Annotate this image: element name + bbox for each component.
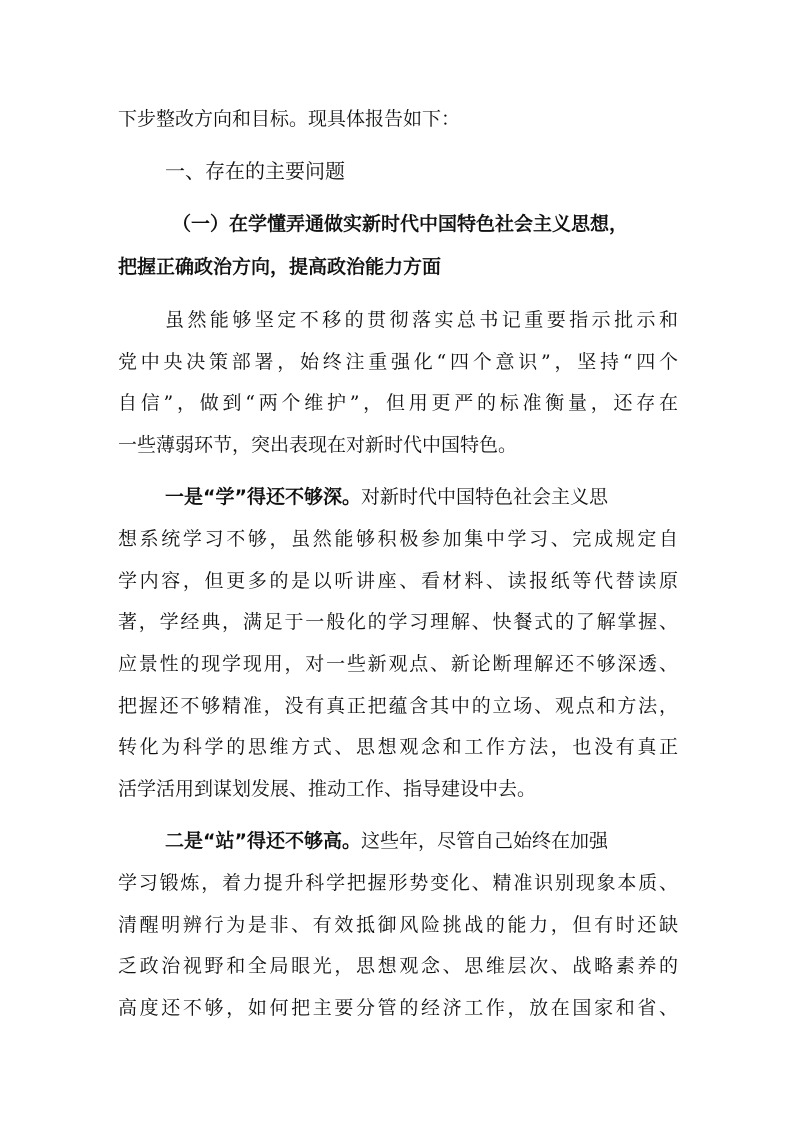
subsection-heading-line-2: 把握正确政治方向，提高政治能力方面 xyxy=(118,256,442,278)
paragraph-line: 学习锻炼，着力提升科学把握形势变化、精准识别现象本质、 xyxy=(118,872,678,894)
paragraph-line: 清醒明辨行为是非、有效抵御风险挑战的能力，但有时还缺 xyxy=(118,914,678,936)
intro-line: 下步整改方向和目标。现具体报告如下： xyxy=(118,108,461,130)
section-heading: 一、存在的主要问题 xyxy=(165,159,345,183)
paragraph-line: 著，学经典，满足于一般化的学习理解、快餐式的了解掌握、 xyxy=(118,611,678,633)
paragraph-line: 一些薄弱环节，突出表现在对新时代中国特色。 xyxy=(118,434,518,456)
paragraph-line: 活学活用到谋划发展、推动工作、指导建设中去。 xyxy=(118,778,537,800)
paragraph-line: 把握还不够精准，没有真正把蕴含其中的立场、观点和方法， xyxy=(118,695,678,717)
paragraph-text: 对新时代中国特色社会主义思 xyxy=(360,486,608,508)
paragraph-line: 转化为科学的思维方式、思想观念和工作方法，也没有真正 xyxy=(118,736,678,758)
paragraph-line: 乏政治视野和全局眼光，思想观念、思维层次、战略素养的 xyxy=(118,955,678,977)
paragraph-line: 虽然能够坚定不移的贯彻落实总书记重要指示批示和 xyxy=(165,309,678,331)
paragraph-line: 党中央决策部署，始终注重强化“四个意识”，坚持“四个 xyxy=(118,351,678,373)
paragraph-line: 自信”，做到“两个维护”，但用更严的标准衡量，还存在 xyxy=(118,392,678,414)
paragraph-lead: 一是“学”得还不够深。 xyxy=(165,486,361,508)
paragraph-line xyxy=(165,484,678,510)
paragraph-line: 应景性的现学现用，对一些新观点、新论断理解还不够深透、 xyxy=(118,653,678,675)
paragraph-line xyxy=(165,828,678,854)
paragraph-line: 高度还不够，如何把主要分管的经济工作，放在国家和省、 xyxy=(118,997,678,1019)
paragraph-line: 学内容，但更多的是以听讲座、看材料、读报纸等代替读原 xyxy=(118,570,678,592)
paragraph-line: 想系统学习不够，虽然能够积极参加集中学习、完成规定自 xyxy=(118,528,678,550)
subsection-heading-line-1: （一）在学懂弄通做实新时代中国特色社会主义思想， xyxy=(172,213,629,235)
paragraph-text: 这些年，尽管自己始终在加强 xyxy=(360,830,608,852)
paragraph-lead: 二是“站”得还不够高。 xyxy=(165,830,361,852)
